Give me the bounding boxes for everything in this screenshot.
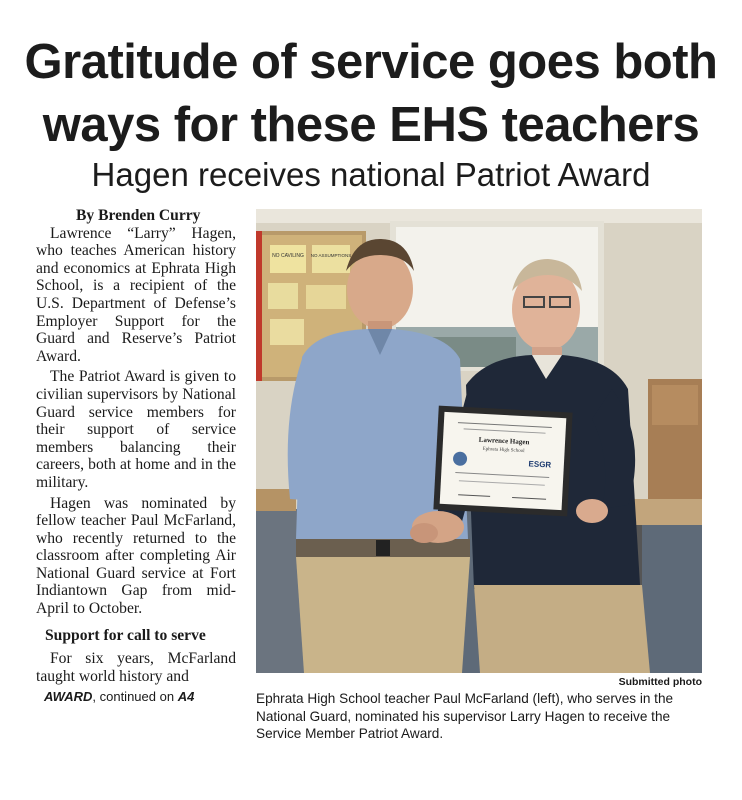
sign-right-text: NO ASSUMPTIONS [310, 253, 352, 258]
article-body-column [36, 207, 236, 706]
certificate-logo: ESGR [528, 459, 552, 470]
sign-left-text: NO CAVILING [272, 253, 304, 259]
certificate-org: Ephrata High School [482, 446, 525, 455]
certificate-name: Lawrence Hagen [478, 435, 530, 447]
section-subhead: Support for call to serve [45, 626, 206, 644]
jump-text: , continued on [92, 689, 178, 705]
headline-line-1: Gratitude of service goes both [24, 35, 718, 89]
jump-keyword: AWARD [44, 689, 93, 705]
jump-page: A4 [177, 689, 195, 705]
body-paragraph-1: Lawrence “Larry” Hagen, who teaches American history and economics at Ephrata High School, is a recipient of the U.S. Department of Defense’s Employer Support for the Guard and Reserve’s Patriot Award. [36, 224, 236, 365]
sign-note [270, 245, 306, 273]
byline: By Brenden Curry [76, 207, 201, 224]
photo-caption: Ephrata High School teacher Paul McFarland (left), who serves in the National Guard, nominated his supervisor Larry Hagen to receive the Service Member Patriot Award. [256, 691, 674, 741]
deck-subheadline: Hagen receives national Patriot Award [91, 156, 651, 193]
news-photo [256, 209, 702, 673]
body-paragraph-2: The Patriot Award is given to civilian supervisors by National Guard service members for their support of service members balancing their careers, both at home and in the military. [36, 368, 236, 491]
headline-line-2: ways for these EHS teachers [42, 98, 700, 152]
body-paragraph-4: For six years, McFarland taught world history and [36, 650, 236, 685]
continued-jump-line[interactable] [36, 688, 236, 706]
body-paragraph-3: Hagen was nominated by fellow teacher Paul McFarland, who recently returned to the classroom after completing Air National Guard service at Fort Indiantown Gap from mid-April to October. [36, 494, 236, 618]
photo-credit: Submitted photo [618, 676, 702, 688]
certificate [433, 406, 572, 517]
photo-illustration [256, 209, 702, 673]
